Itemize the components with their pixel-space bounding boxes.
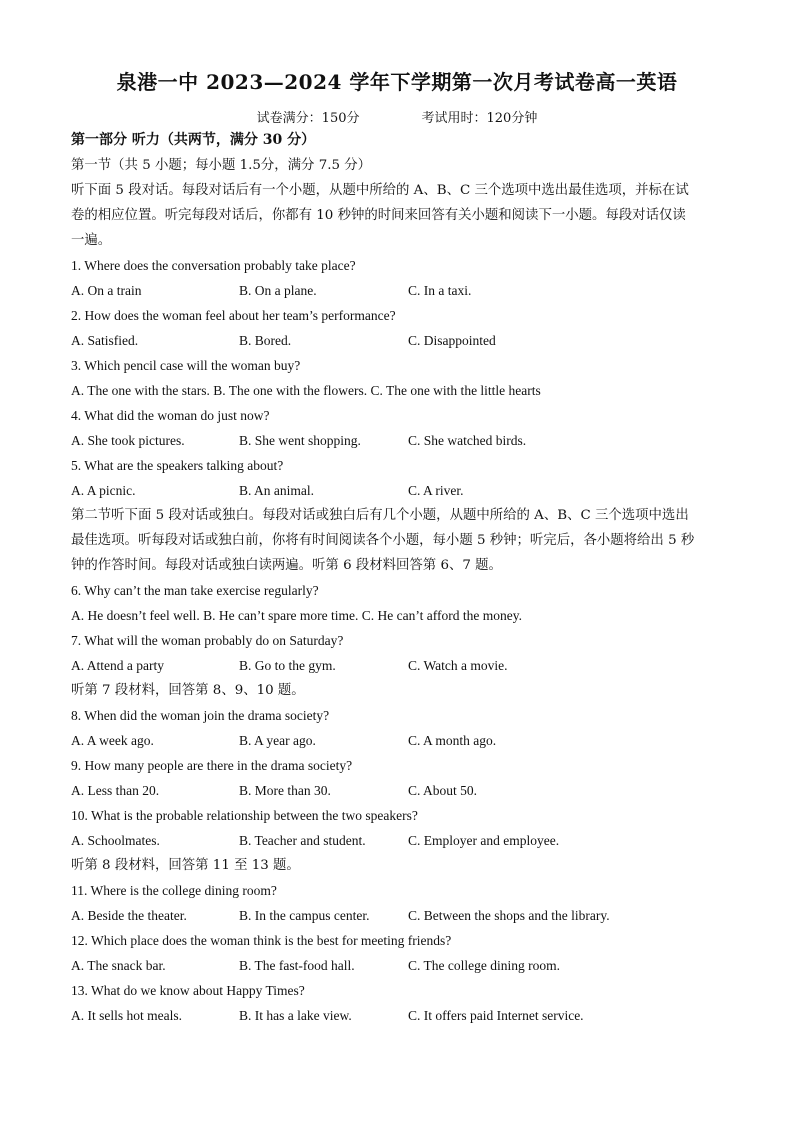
exam-time: 考试用时：120分钟 <box>421 111 538 126</box>
option-c: C. A month ago. <box>408 733 497 748</box>
option-a: A. The snack bar. <box>71 958 166 973</box>
answer-options <box>71 653 721 678</box>
answer-options <box>71 278 721 303</box>
option-c: C. Watch a movie. <box>408 658 508 673</box>
option-a: A. A picnic. <box>71 483 136 498</box>
question-text: 8. When did the woman join the drama society? <box>71 708 330 723</box>
option-a: A. Schoolmates. <box>71 833 160 848</box>
answer-options <box>71 953 721 978</box>
question-text: 5. What are the speakers talking about? <box>71 458 284 473</box>
option-b: B. A year ago. <box>239 733 316 748</box>
option-b: B. It has a lake view. <box>239 1008 352 1023</box>
option-b: B. More than 30. <box>239 783 331 798</box>
question-text: 4. What did the woman do just now? <box>71 408 270 423</box>
option-a: A. She took pictures. <box>71 433 185 448</box>
option-a: A. A week ago. <box>71 733 154 748</box>
answer-options-inline: A. The one with the stars. B. The one with the flowers. C. The one with the little hearts <box>71 383 541 398</box>
answer-options <box>71 478 721 503</box>
option-c: C. About 50. <box>408 783 478 798</box>
option-c: C. In a taxi. <box>408 283 472 298</box>
answer-options-inline: A. He doesn’t feel well. B. He can’t spare more time. C. He can’t afford the money. <box>71 608 522 623</box>
section2-instructions: 第二节听下面 5 段对话或独白。每段对话或独白后有几个小题，从题中所给的 A、B、C 三个选项中选出 <box>71 508 689 523</box>
answer-options <box>71 728 721 753</box>
answer-options <box>71 903 721 928</box>
question-text: 7. What will the woman probably do on Saturday? <box>71 633 344 648</box>
exam-meta <box>0 107 794 126</box>
answer-options <box>71 778 721 803</box>
answer-options <box>71 828 721 853</box>
exam-content <box>71 128 721 1028</box>
option-b: B. She went shopping. <box>239 433 361 448</box>
option-a: A. Beside the theater. <box>71 908 187 923</box>
option-a: A. Satisfied. <box>71 333 139 348</box>
option-b: B. Bored. <box>239 333 292 348</box>
question-text: 3. Which pencil case will the woman buy? <box>71 358 301 373</box>
part1-heading: 第一部分 听力（共两节，满分 30 分） <box>71 132 316 148</box>
section1-heading: 第一节（共 5 小题；每小题 1.5分，满分 7.5 分） <box>71 158 372 173</box>
section2-instructions: 钟的作答时间。每段对话或独白读两遍。听第 6 段材料回答第 6、7 题。 <box>71 558 502 573</box>
option-b: B. An animal. <box>239 483 314 498</box>
option-b: B. In the campus center. <box>239 908 370 923</box>
option-c: C. Disappointed <box>408 333 496 348</box>
option-b: B. The fast-food hall. <box>239 958 355 973</box>
option-b: B. On a plane. <box>239 283 317 298</box>
question-text: 11. Where is the college dining room? <box>71 883 277 898</box>
answer-options <box>71 1003 721 1028</box>
option-a: A. Less than 20. <box>71 783 160 798</box>
question-text: 9. How many people are there in the drama society? <box>71 758 353 773</box>
option-b: B. Teacher and student. <box>239 833 366 848</box>
section2-instructions: 最佳选项。听每段对话或独白前，你将有时间阅读各个小题，每小题 5 秒钟；听完后，各小题将给出 5 秒 <box>71 533 695 548</box>
answer-options <box>71 428 721 453</box>
instructions-line: 听下面 5 段对话。每段对话后有一个小题，从题中所给的 A、B、C 三个选项中选出最佳选项，并标在试 <box>71 183 689 198</box>
option-a: A. On a train <box>71 283 142 298</box>
material-note: 听第 8 段材料，回答第 11 至 13 题。 <box>71 858 300 873</box>
question-text: 2. How does the woman feel about her team’s performance? <box>71 308 396 323</box>
option-c: C. A river. <box>408 483 464 498</box>
option-b: B. Go to the gym. <box>239 658 336 673</box>
option-a: A. It sells hot meals. <box>71 1008 182 1023</box>
instructions-line: 一遍。 <box>71 233 112 248</box>
instructions-line: 卷的相应位置。听完每段对话后，你都有 10 秒钟的时间来回答有关小题和阅读下一小题。每段对话仅读 <box>71 208 686 223</box>
question-text: 12. Which place does the woman think is the best for meeting friends? <box>71 933 452 948</box>
material-note: 听第 7 段材料，回答第 8、9、10 题。 <box>71 683 305 698</box>
option-c: C. Between the shops and the library. <box>408 908 610 923</box>
question-text: 6. Why can’t the man take exercise regularly? <box>71 583 319 598</box>
option-c: C. It offers paid Internet service. <box>408 1008 584 1023</box>
question-text: 10. What is the probable relationship between the two speakers? <box>71 808 418 823</box>
question-text: 1. Where does the conversation probably take place? <box>71 258 356 273</box>
option-c: C. Employer and employee. <box>408 833 560 848</box>
answer-options <box>71 328 721 353</box>
full-score: 试卷满分：150分 <box>256 111 360 126</box>
option-a: A. Attend a party <box>71 658 164 673</box>
option-c: C. The college dining room. <box>408 958 560 973</box>
question-text: 13. What do we know about Happy Times? <box>71 983 305 998</box>
option-c: C. She watched birds. <box>408 433 527 448</box>
exam-title: 泉港一中 2023—2024 学年下学期第一次月考试卷高一英语 <box>116 70 678 94</box>
